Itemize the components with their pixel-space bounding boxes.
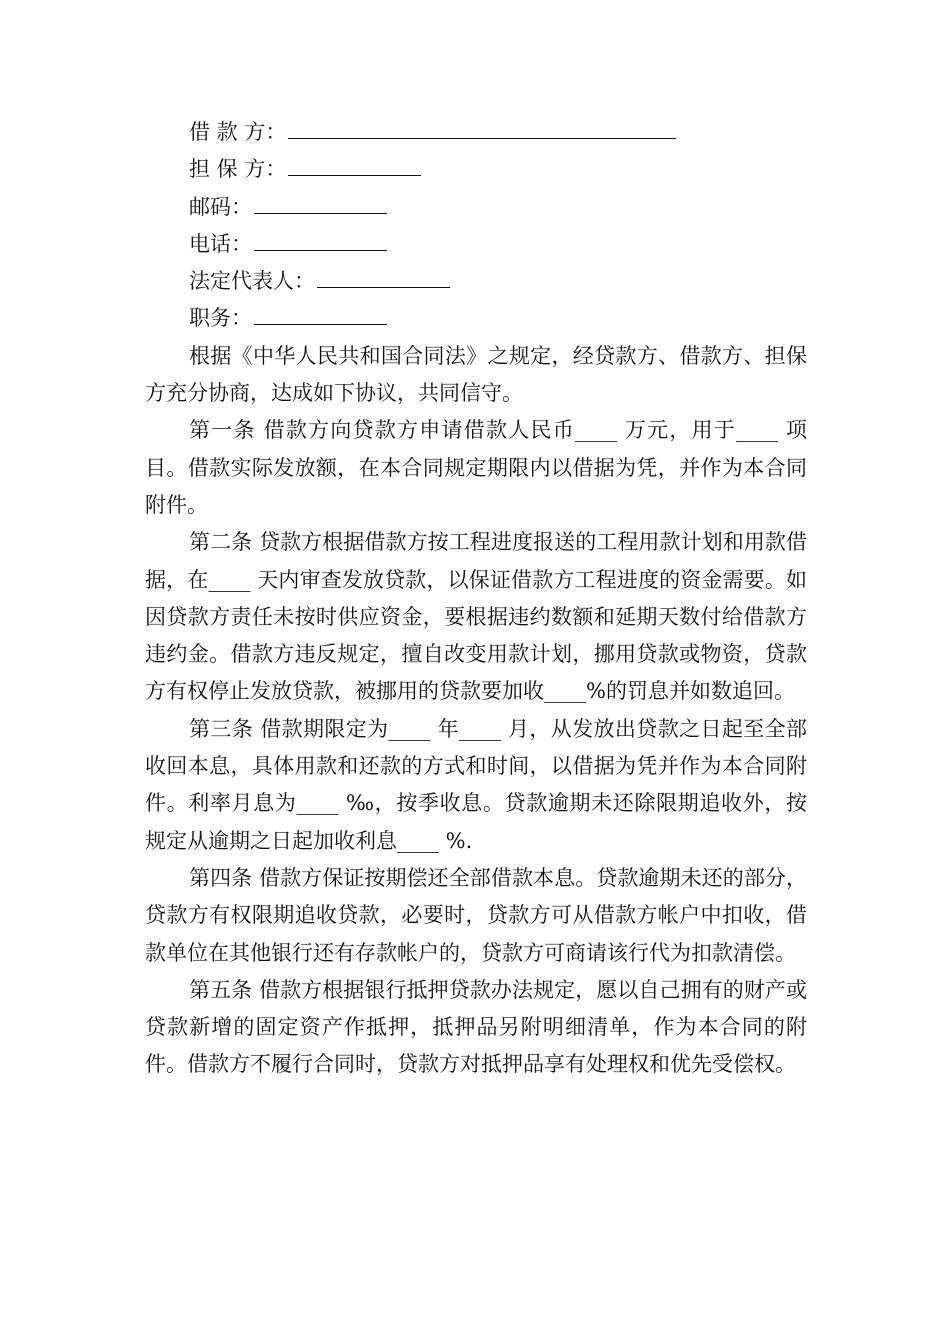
postcode-field (145, 189, 807, 226)
field-label: 借 款 方： (189, 120, 287, 144)
field-label: 电话： (189, 231, 252, 256)
guarantor-field (145, 151, 807, 188)
fill-blank (254, 229, 387, 251)
contract-page (145, 114, 807, 1084)
lender-field (145, 114, 807, 151)
fill-blank (288, 154, 421, 176)
article-1-paragraph: 第一条 借款方向贷款方申请借款人民币____ 万元，用于____ 项目。借款实际发放额，在本合同规定期限内以借据为凭，并作为本合同附件。 (145, 418, 807, 517)
fill-blank (254, 192, 387, 214)
field-label: 法定代表人： (189, 269, 315, 294)
phone-field (145, 226, 807, 263)
field-label: 职务： (189, 306, 252, 331)
article-4-paragraph: 第四条 借款方保证按期偿还全部借款本息。贷款逾期未还的部分，贷款方有权限期追收贷款，必要时，贷款方可从借款方帐户中扣收，借款单位在其他银行还有存款帐户的，贷款方可商请该行代为扣款清偿。 (145, 865, 807, 965)
legal-representative-field (145, 263, 807, 300)
preamble-paragraph: 根据《中华人民共和国合同法》之规定，经贷款方、借款方、担保方充分协商，达成如下协议，共同信守。 (145, 343, 807, 406)
field-label: 担 保 方： (189, 157, 287, 182)
fill-blank (288, 117, 676, 139)
article-5-paragraph: 第五条 借款方根据银行抵押贷款办法规定，愿以自己拥有的财产或贷款新增的固定资产作抵押，抵押品另附明细清单，作为本合同的附件。借款方不履行合同时，贷款方对抵押品享有处理权和优先受偿权。 (145, 977, 807, 1077)
fill-blank (254, 303, 387, 325)
article-2-paragraph: 第二条 贷款方根据借款方按工程进度报送的工程用款计划和用款借据，在____ 天内审查发放贷款，以保证借款方工程进度的资金需要。如因贷款方责任未按时供应资金，要根据违约数额和延期天数付给借款方违约金。借款方违反规定，擅自改变用款计划，挪用贷款或物资，贷款方有权停止发放贷款，被挪用的贷款要加收____%的罚息并如数追回。 (145, 530, 807, 704)
position-field (145, 300, 807, 337)
field-label: 邮码： (189, 194, 252, 219)
article-3-paragraph: 第三条 借款期限定为____ 年____ 月，从发放出贷款之日起至全部收回本息，具体用款和还款的方式和时间，以借据为凭并作为本合同附件。利率月息为____ ‰，按季收息。贷款逾期未还除限期追收外，按规定从逾期之日起加收利息____ %. (145, 716, 807, 853)
fill-blank (317, 266, 450, 288)
